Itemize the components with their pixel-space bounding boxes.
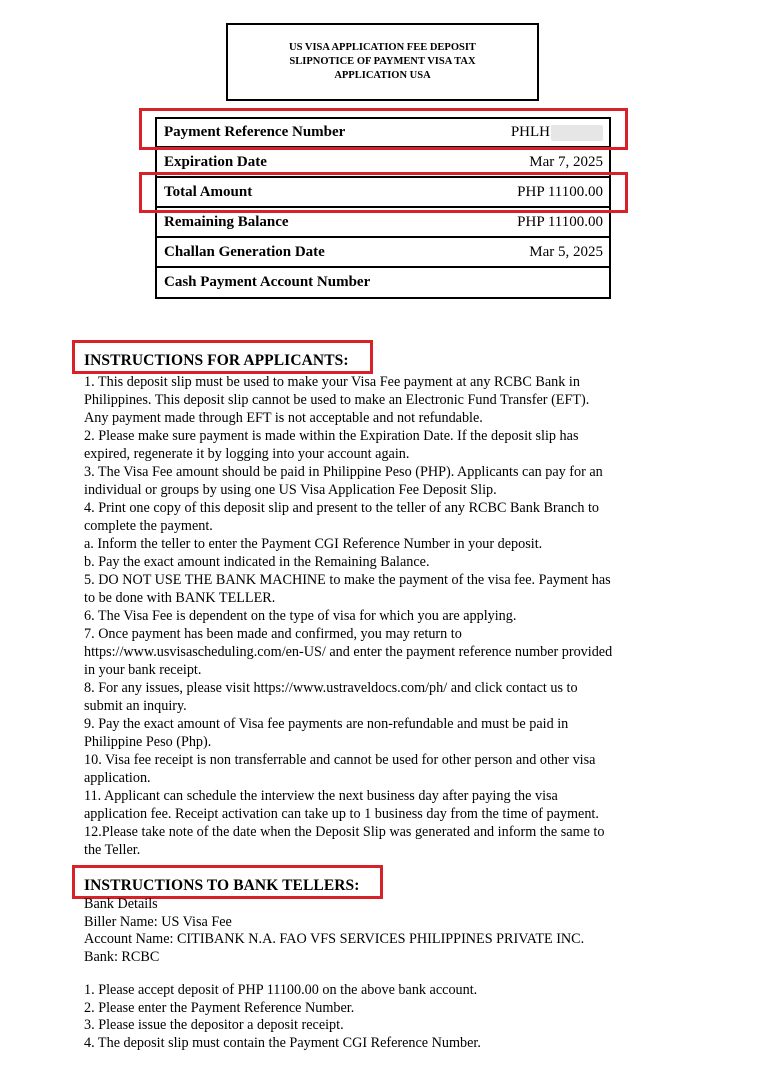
teller-step-line: 1. Please accept deposit of PHP 11100.00 on the above bank account.	[84, 982, 478, 998]
bank-detail-line: Bank Details	[84, 896, 158, 912]
row-payment-reference	[155, 117, 611, 148]
instruction-line: 6. The Visa Fee is dependent on the type of visa for which you are applying.	[84, 608, 517, 624]
row-label: Total Amount	[164, 183, 253, 200]
instruction-line: 4. Print one copy of this deposit slip and present to the teller of any RCBC Bank Branch to	[84, 500, 600, 516]
instruction-line: Philippine Peso (Php).	[84, 734, 212, 750]
slip-title-line: SLIPNOTICE OF PAYMENT VISA TAX	[289, 56, 476, 67]
applicants-heading: INSTRUCTIONS FOR APPLICANTS:	[84, 352, 349, 369]
payment-reference-value: PHLH	[510, 124, 550, 140]
row-expiration-date	[155, 148, 611, 178]
instruction-line: application.	[84, 770, 151, 786]
row-label: Cash Payment Account Number	[164, 274, 371, 290]
instruction-line: 11. Applicant can schedule the interview the next business day after paying the visa	[84, 788, 558, 804]
row-value: Mar 5, 2025	[529, 243, 603, 260]
bank-detail-line: Biller Name: US Visa Fee	[84, 913, 232, 930]
instruction-line: 8. For any issues, please visit https://www.ustraveldocs.com/ph/ and click contact us to	[84, 680, 578, 696]
applicants-instructions	[84, 373, 684, 859]
row-challan-date	[155, 238, 611, 268]
slip-title-line: APPLICATION USA	[334, 70, 431, 81]
row-label: Payment Reference Number	[164, 124, 346, 140]
instruction-line: 7. Once payment has been made and confirmed, you may return to	[84, 626, 462, 642]
bank-detail-line: Bank: RCBC	[84, 948, 160, 965]
tellers-heading: INSTRUCTIONS TO BANK TELLERS:	[84, 877, 360, 894]
instruction-line: 12.Please take note of the date when the Deposit Slip was generated and inform the same to	[84, 824, 605, 840]
instruction-line: 5. DO NOT USE THE BANK MACHINE to make the payment of the visa fee. Payment has	[84, 572, 611, 588]
instruction-line: application fee. Receipt activation can take up to 1 business day from the time of payment.	[84, 806, 599, 822]
slip-title-box	[226, 23, 539, 101]
teller-step-line: 2. Please enter the Payment Reference Number.	[84, 999, 355, 1016]
tellers-instructions	[84, 896, 684, 1052]
row-cash-account	[155, 268, 611, 299]
bank-detail-line: Account Name: CITIBANK N.A. FAO VFS SERVICES PHILIPPINES PRIVATE INC.	[84, 931, 585, 947]
redacted-mask	[551, 125, 603, 141]
instruction-line: in your bank receipt.	[84, 662, 202, 678]
instruction-line: 2. Please make sure payment is made within the Expiration Date. If the deposit slip has	[84, 428, 579, 444]
row-label: Remaining Balance	[164, 213, 289, 230]
instruction-line: 3. The Visa Fee amount should be paid in Philippine Peso (PHP). Applicants can pay for an	[84, 464, 603, 480]
instruction-line: submit an inquiry.	[84, 698, 187, 714]
row-value: PHP 11100.00	[517, 183, 603, 200]
instruction-line: a. Inform the teller to enter the Payment CGI Reference Number in your deposit.	[84, 536, 543, 552]
instruction-line: 1. This deposit slip must be used to make your Visa Fee payment at any RCBC Bank in	[84, 374, 580, 390]
row-value-wrap	[511, 124, 603, 141]
instruction-line: b. Pay the exact amount indicated in the Remaining Balance.	[84, 554, 430, 570]
instruction-line: Philippines. This deposit slip cannot be used to make an Electronic Fund Transfer (EFT).	[84, 392, 590, 408]
teller-step-line: 3. Please issue the depositor a deposit receipt.	[84, 1017, 344, 1033]
row-label: Expiration Date	[164, 153, 267, 170]
row-value: Mar 7, 2025	[529, 153, 603, 170]
instruction-line: 10. Visa fee receipt is non transferrable and cannot be used for other person and other visa	[84, 752, 596, 768]
spacer	[84, 966, 684, 982]
teller-step-line: 4. The deposit slip must contain the Payment CGI Reference Number.	[84, 1034, 481, 1051]
instruction-line: expired, regenerate it by logging into your account again.	[84, 446, 410, 462]
instruction-line: individual or groups by using one US Visa Application Fee Deposit Slip.	[84, 482, 497, 498]
instruction-line: to be done with BANK TELLER.	[84, 590, 276, 606]
row-remaining-balance	[155, 208, 611, 238]
instruction-line: 9. Pay the exact amount of Visa fee payments are non-refundable and must be paid in	[84, 716, 569, 732]
instruction-line: the Teller.	[84, 842, 141, 858]
slip-title-line: US VISA APPLICATION FEE DEPOSIT	[289, 42, 476, 53]
row-total-amount	[155, 178, 611, 208]
row-label: Challan Generation Date	[164, 243, 325, 260]
instruction-line: https://www.usvisascheduling.com/en-US/ and enter the payment reference number provided	[84, 644, 613, 660]
instruction-line: complete the payment.	[84, 518, 213, 534]
row-value: PHP 11100.00	[517, 213, 603, 230]
instruction-line: Any payment made through EFT is not acceptable and not refundable.	[84, 410, 483, 426]
